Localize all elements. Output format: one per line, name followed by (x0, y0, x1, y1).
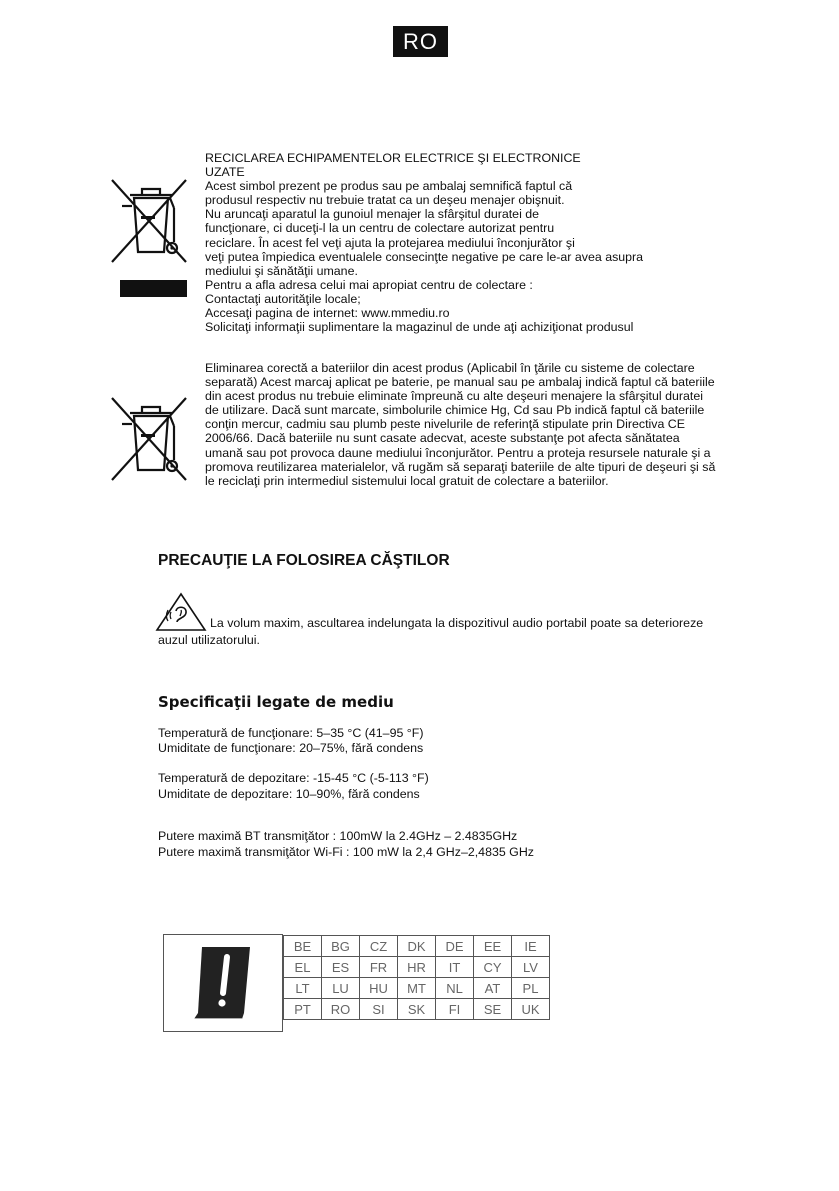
country-cell: CY (474, 957, 512, 978)
country-cell: DK (398, 936, 436, 957)
weee-line: RECICLAREA ECHIPAMENTELOR ELECTRICE ŞI ELECTRONICE (205, 151, 581, 165)
country-cell: FR (360, 957, 398, 978)
language-badge: RO (393, 26, 448, 57)
country-cell: SE (474, 999, 512, 1020)
country-cell: FI (436, 999, 474, 1020)
battery-text-block (205, 361, 715, 488)
battery-line: 2006/66. Dacă bateriile nu sunt casate adecvat, aceste substanţe pot afecta sănătatea (205, 431, 680, 446)
country-cell: AT (474, 978, 512, 999)
weee-line: Pentru a afla adresa celui mai apropiat centru de colectare : (205, 277, 533, 292)
table-row (284, 978, 550, 999)
country-cell: CZ (360, 936, 398, 957)
country-cell: ES (322, 957, 360, 978)
env-spec-title: Specificaţii legate de mediu (158, 693, 394, 711)
country-cell: LV (512, 957, 550, 978)
country-table (283, 935, 550, 1020)
weee-line: mediului şi sănătăţii umane. (205, 263, 358, 278)
country-cell: EL (284, 957, 322, 978)
country-cell: RO (322, 999, 360, 1020)
country-cell: SI (360, 999, 398, 1020)
country-cell: BG (322, 936, 360, 957)
country-cell: HU (360, 978, 398, 999)
country-cell: PL (512, 978, 550, 999)
battery-line: le reciclaţi prin intermediul sistemului local gratuit de colectare a bateriilor. (205, 473, 609, 488)
weee-bin-icon (108, 176, 192, 298)
weee-line: Accesaţi pagina de internet: www.mmediu.ro (205, 306, 450, 321)
weee-line: Solicitaţi informaţii suplimentare la magazinul de unde aţi achiziţionat produsul (205, 320, 634, 335)
country-cell: LT (284, 978, 322, 999)
country-cell: NL (436, 978, 474, 999)
manual-icon-box (163, 934, 283, 1032)
battery-line: umană sau pot provoca daune mediului înconjurător. Pentru a proteja resursele naturale şi a (205, 445, 711, 460)
country-cell: HR (398, 957, 436, 978)
battery-line: separată) Acest marcaj aplicat pe baterie, pe manual sau pe ambalaj indică faptul că bateriile (205, 375, 715, 390)
battery-line: din acest produs nu trebuie eliminate împreună cu alte deşeuri menajere la sfârşitul duratei (205, 389, 703, 404)
wifi-transmitter-power: Putere maximă transmiţător Wi-Fi : 100 mW la 2,4 GHz–2,4835 GHz (158, 845, 534, 859)
hearing-warning-icon (155, 592, 207, 632)
country-cell: LU (322, 978, 360, 999)
weee-line: reciclare. În acest fel veţi ajuta la protejarea mediului înconjurător şi (205, 235, 575, 250)
battery-line: de utilizare. Dacă sunt marcate, simbolurile chimice Hg, Cd sau Pb indică faptul că bateriile (205, 403, 705, 418)
battery-line: conţin mercur, cadmiu sau plumb peste nivelurile de referinţă stipulate prin Directiva CE (205, 417, 686, 432)
read-manual-icon (164, 935, 282, 1030)
country-cell: PT (284, 999, 322, 1020)
storage-temperature: Temperatură de depozitare: -15-45 °C (-5-113 °F) (158, 771, 429, 785)
battery-line: Eliminarea corectă a bateriilor din acest produs (Aplicabil în ţările cu sisteme de colectare (205, 361, 695, 375)
weee-line: Contactaţi autorităţile locale; (205, 291, 361, 306)
weee-text-block (205, 151, 643, 334)
country-cell: MT (398, 978, 436, 999)
country-cell: IE (512, 936, 550, 957)
table-row (284, 999, 550, 1020)
country-cell: BE (284, 936, 322, 957)
weee-line: Nu aruncaţi aparatul la gunoiul menajer la sfârşitul duratei de (205, 207, 540, 222)
table-row (284, 936, 550, 957)
weee-line: produsul respectiv nu trebuie tratat ca un deşeu menajer obişnuit. (205, 193, 565, 208)
battery-bin-icon (108, 394, 192, 486)
country-cell: DE (436, 936, 474, 957)
country-cell: IT (436, 957, 474, 978)
weee-line: veţi putea împiedica eventualele consecinţte negative pe care le-ar avea asupra (205, 249, 644, 264)
headphones-warning-line1: La volum maxim, ascultarea indelungata la dispozitivul audio portabil poate sa deterioreze (210, 616, 704, 630)
country-cell: SK (398, 999, 436, 1020)
bt-transmitter-power: Putere maximă BT transmiţător : 100mW la 2.4GHz – 2.4835GHz (158, 829, 518, 843)
battery-line: promova reutilizarea materialelor, vă rugăm să separaţi bateriile de alte tipuri de deşeuri şi să (205, 459, 716, 474)
weee-line: funcţionare, ci duceţi-l la un centru de colectare autorizat pentru (205, 221, 555, 236)
headphones-warning-line2: auzul utilizatorului. (158, 633, 260, 647)
country-cell: UK (512, 999, 550, 1020)
storage-humidity: Umiditate de depozitare: 10–90%, fără condens (158, 787, 420, 801)
weee-line: Acest simbol prezent pe produs sau pe ambalaj semnifică faptul că (205, 179, 573, 194)
headphones-title: PRECAUŢIE LA FOLOSIREA CĂŞTILOR (158, 552, 450, 569)
table-row (284, 957, 550, 978)
weee-line: UZATE (205, 165, 245, 180)
operating-temperature: Temperatură de funcţionare: 5–35 °C (41–95 °F) (158, 726, 424, 740)
country-cell: EE (474, 936, 512, 957)
operating-humidity: Umiditate de funcţionare: 20–75%, fără condens (158, 741, 424, 755)
